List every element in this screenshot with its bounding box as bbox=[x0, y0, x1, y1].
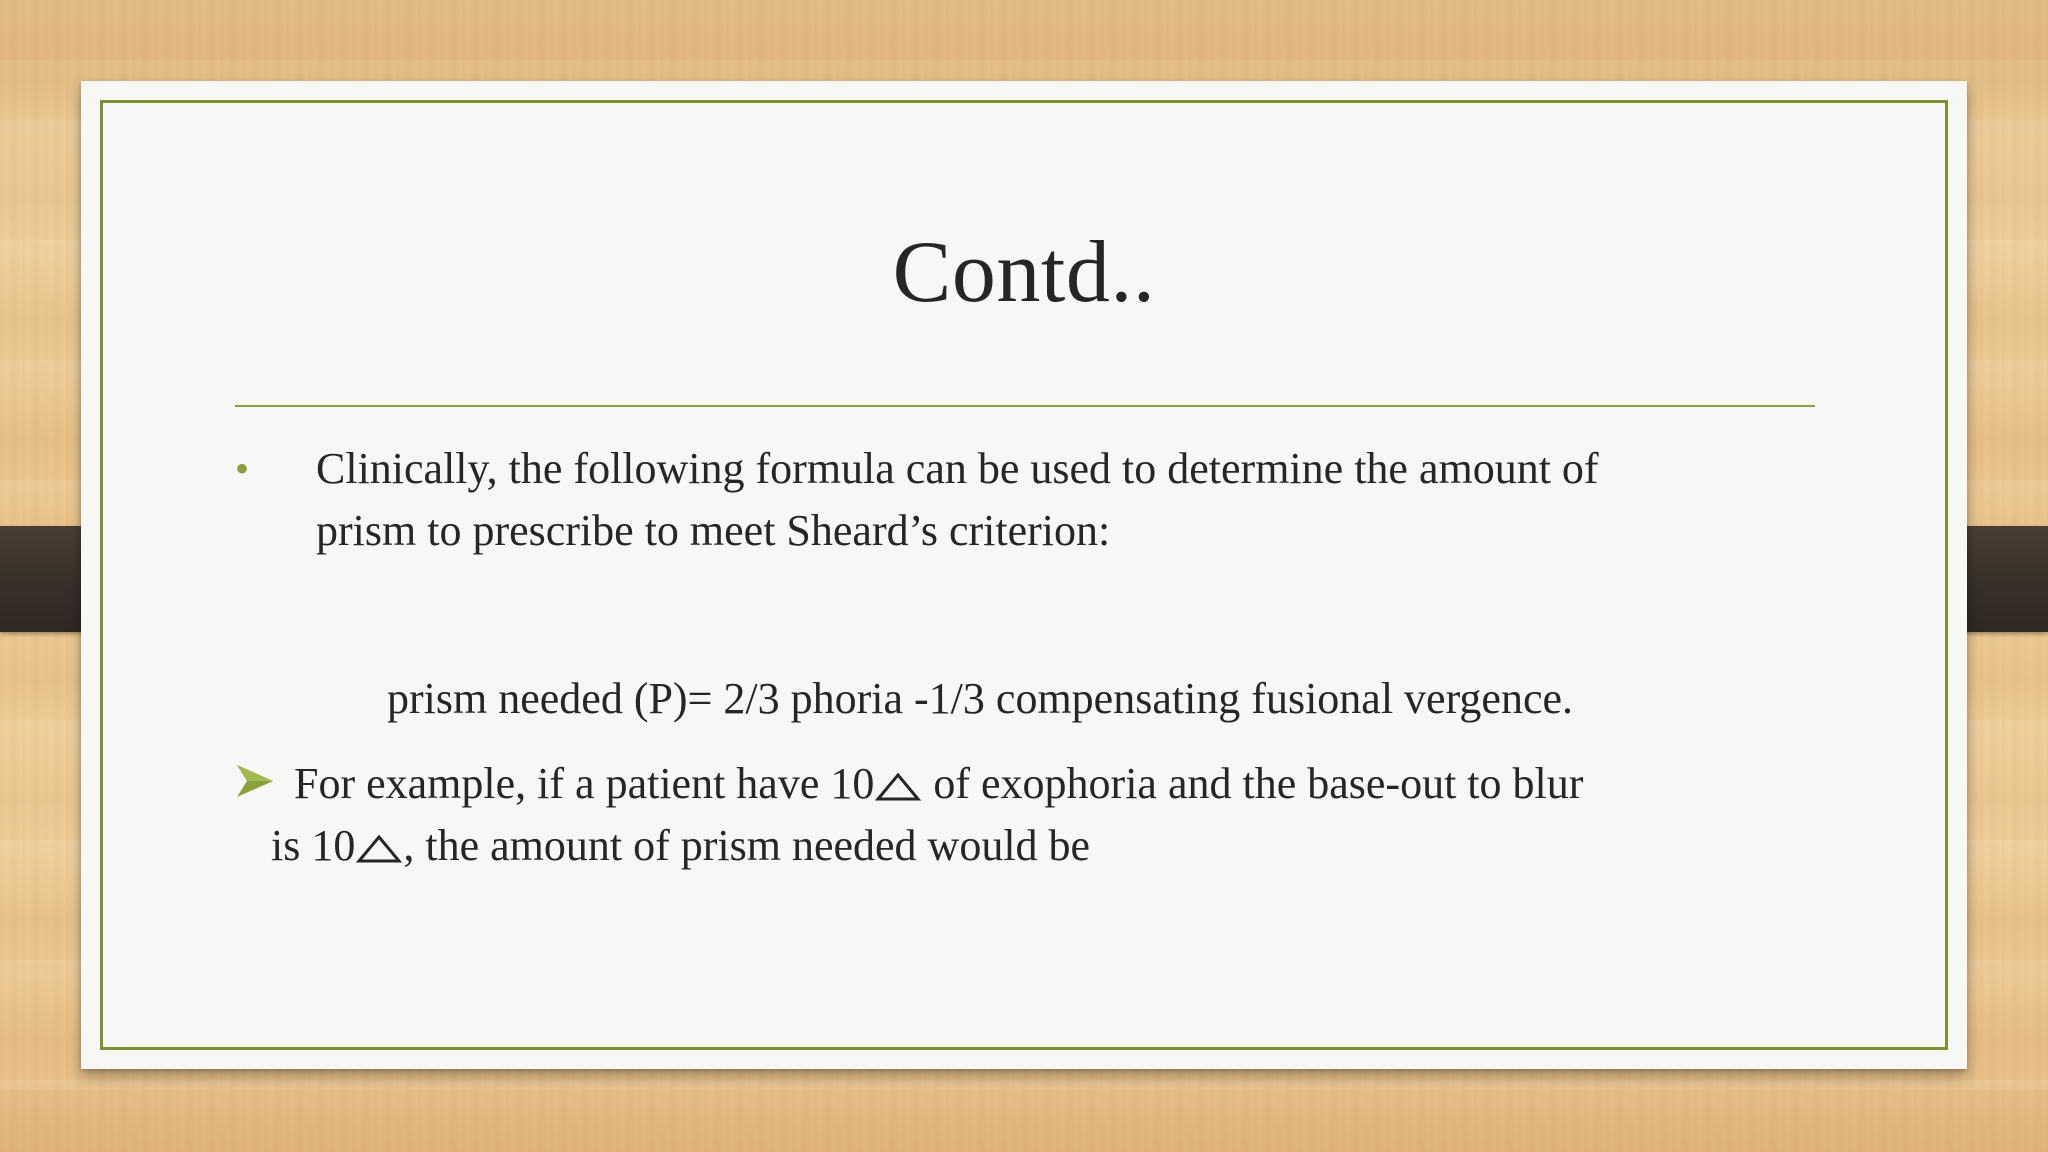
slide bbox=[81, 81, 1967, 1069]
bullet-clinical-formula bbox=[235, 438, 1815, 562]
wood-grain-band bbox=[0, 1090, 2048, 1152]
formula-line: prism needed (P)= 2/3 phoria -1/3 compensating fusional vergence. bbox=[387, 674, 1574, 723]
wood-grain-band bbox=[0, 0, 2048, 60]
example-line-2 bbox=[271, 815, 1815, 877]
bullet-example bbox=[235, 753, 1815, 877]
prism-diopter-triangle-icon bbox=[874, 772, 922, 802]
example-text: is 10 bbox=[271, 821, 356, 870]
bullet-text bbox=[271, 753, 1815, 877]
round-bullet-icon: • bbox=[235, 446, 250, 491]
slide-title: Contd.. bbox=[892, 224, 1156, 321]
example-text: For example, if a patient have 10 bbox=[294, 759, 875, 808]
bullet-line: Clinically, the following formula can be used to determine the amount of bbox=[316, 444, 1599, 493]
arrow-bullet-icon bbox=[235, 761, 275, 801]
prism-diopter-triangle-icon bbox=[355, 834, 403, 864]
bullet-line: prism to prescribe to meet Sheard’s criterion: bbox=[316, 506, 1111, 555]
example-text: of exophoria and the base-out to blur bbox=[922, 759, 1584, 808]
bullet-text bbox=[316, 438, 1770, 562]
title-divider bbox=[235, 405, 1815, 407]
example-text: , the amount of prism needed would be bbox=[403, 821, 1091, 870]
